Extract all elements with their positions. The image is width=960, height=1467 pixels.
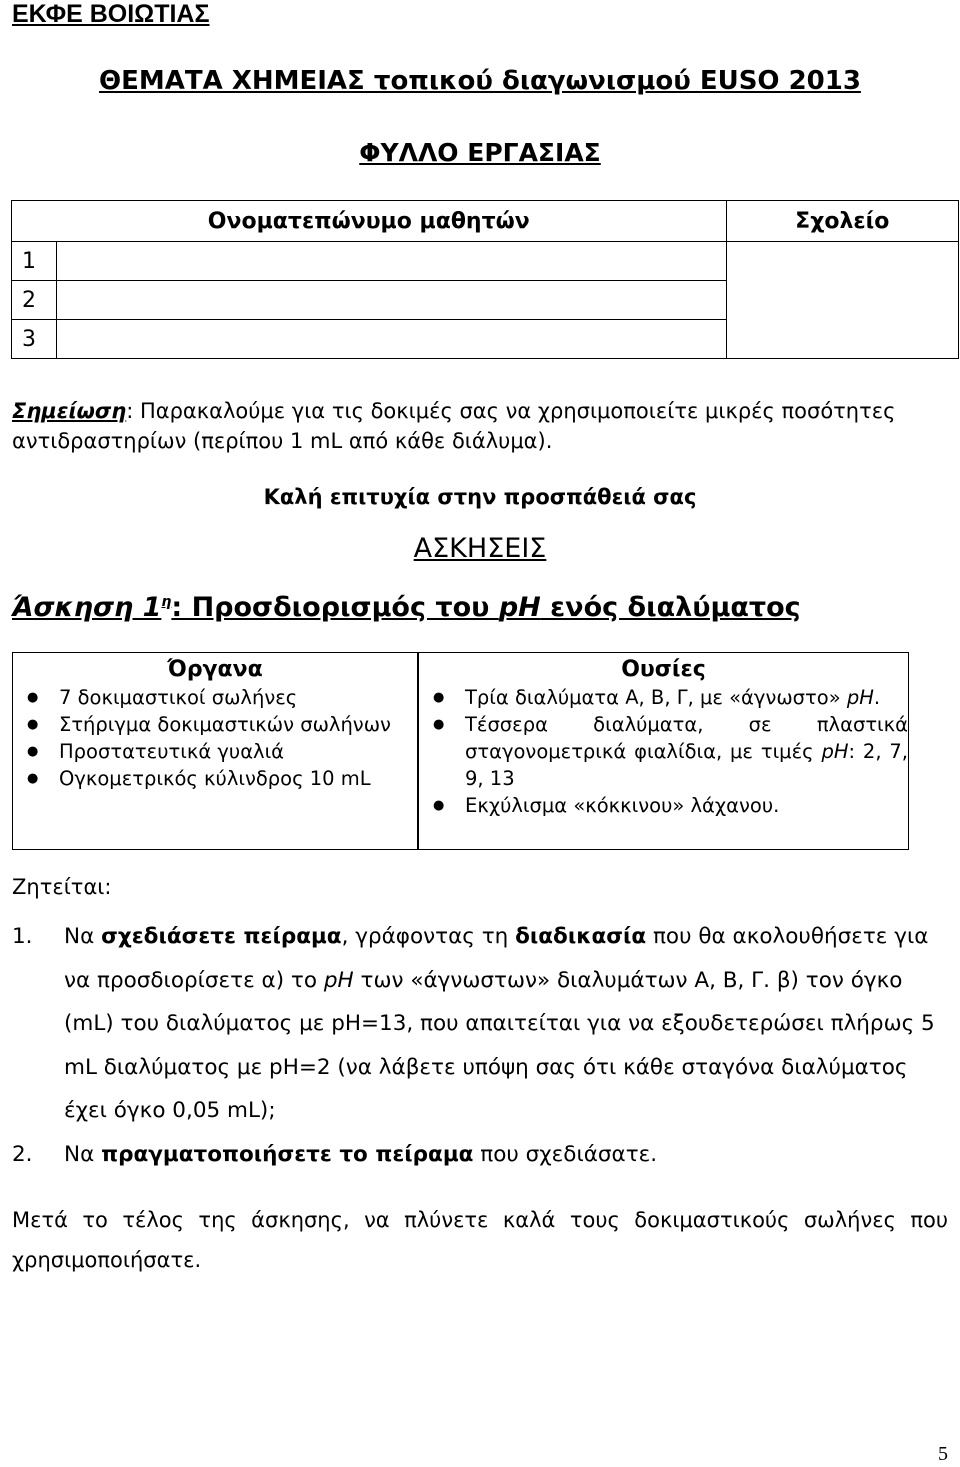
list-item: ● 7 δοκιμαστικοί σωλήνες [59,684,417,711]
contest-title: ΘΕΜΑΤΑ ΧΗΜΕΙΑΣ τοπικού διαγωνισμού EUSO 2013 [99,66,861,96]
task-emphasis: σχεδιάσετε πείραμα [101,924,342,949]
task-text: Να [64,924,102,949]
organization-title: ΕΚΦΕ ΒΟΙΩΤΙΑΣ [12,0,210,28]
note-text: : Παρακαλούμε για τις δοκιμές σας να χρησιμοποιείτε μικρές ποσότητες αντιδραστηρίων (περίπου 1 mL από κάθε διάλυμα). [12,399,896,453]
table-row [12,242,959,281]
task-text: που θα ακολουθήσετε για να προσδιορίσετε α) το [64,924,929,993]
exercise-ordinal: η [161,594,172,610]
task-number: 1. [12,924,33,949]
instruments-heading: Όργανα [167,657,263,682]
worksheet-title: ΦΥΛΛΟ ΕΡΓΑΣΙΑΣ [359,138,601,167]
exercise-1-heading [12,592,801,623]
substances-list [419,684,908,819]
task-text: των «άγνωστων» διαλυμάτων Α, Β, Γ. β) τον όγκο (mL) του διαλύματος με pH=13, που απαιτείται για να εξουδετερώσει πλήρως 5 mL διαλύματος με pH=2 (να λάβετε υπόψη σας ότι κάθε σταγόνα διαλύματος έχει όγκο 0,05 mL); [64,967,935,1123]
exercises-heading: ΑΣΚΗΣΕΙΣ [413,533,547,564]
school-column-header: Σχολείο [726,201,958,242]
note-label: Σημείωση [12,399,127,423]
task-text: , γράφοντας τη [341,924,516,949]
row-number: 2 [12,281,57,320]
final-note: Μετά το τέλος της άσκησης, να πλύνετε καλά τους δοκιμαστικούς σωλήνες που χρησιμοποιήσατε. [12,1208,948,1272]
ph-term: pH [821,740,849,763]
exercise-label: Άσκηση 1 [12,592,162,623]
instruments-box [12,652,418,850]
substance-1-text: Τρία διαλύματα Α, Β, Γ, με «άγνωστο» [465,686,847,709]
student-name-cell[interactable] [57,320,727,359]
substance-2-text: Τέσσερα διαλύματα, σε πλαστικά σταγονομετρικά φιαλίδια, με τιμές [465,713,908,763]
list-item [465,711,908,792]
task-item [12,1133,948,1177]
row-number: 3 [12,320,57,359]
list-item: ● Εκχύλισμα «κόκκινου» λάχανου. [465,792,908,819]
exercise-title-post: ενός διαλύματος [540,592,801,623]
task-text: Να [64,1141,102,1167]
task-emphasis: διαδικασία [515,924,647,949]
good-luck-text: Καλή επιτυχία στην προσπάθειά σας [263,485,697,509]
exercise-title-ph: pH [498,592,541,623]
school-cell[interactable] [726,242,958,359]
student-name-cell[interactable] [57,242,727,281]
note-paragraph [12,396,948,456]
substances-heading: Ουσίες [621,657,706,682]
list-item: ● Προστατευτικά γυαλιά [59,738,417,765]
instruments-list [13,684,417,792]
ph-term: pH [846,686,874,709]
student-name-cell[interactable] [57,281,727,320]
students-column-header: Ονοματεπώνυμο μαθητών [12,201,727,242]
exercise-title-pre: : Προσδιορισμός του [171,592,499,623]
task-text: που σχεδιάσατε. [473,1141,658,1167]
page-number: 5 [938,1443,948,1465]
student-table [11,200,959,359]
list-item: ● Ογκομετρικός κύλινδρος 10 mL [59,765,417,792]
task-item [12,915,948,1133]
asked-label: Ζητείται: [12,875,112,899]
substance-2-values: : 2, 7, 9, 13 [465,740,908,790]
task-list [12,915,948,1176]
list-item: ● Στήριγμα δοκιμαστικών σωλήνων [59,711,417,738]
list-item [465,684,908,711]
ph-term: pH [323,967,354,993]
student-table-header [12,201,959,242]
row-number: 1 [12,242,57,281]
substances-box [418,652,909,850]
task-emphasis: πραγματοποιήσετε το πείραμα [101,1141,474,1167]
task-number: 2. [12,1141,33,1167]
substance-1-end: . [873,686,881,709]
